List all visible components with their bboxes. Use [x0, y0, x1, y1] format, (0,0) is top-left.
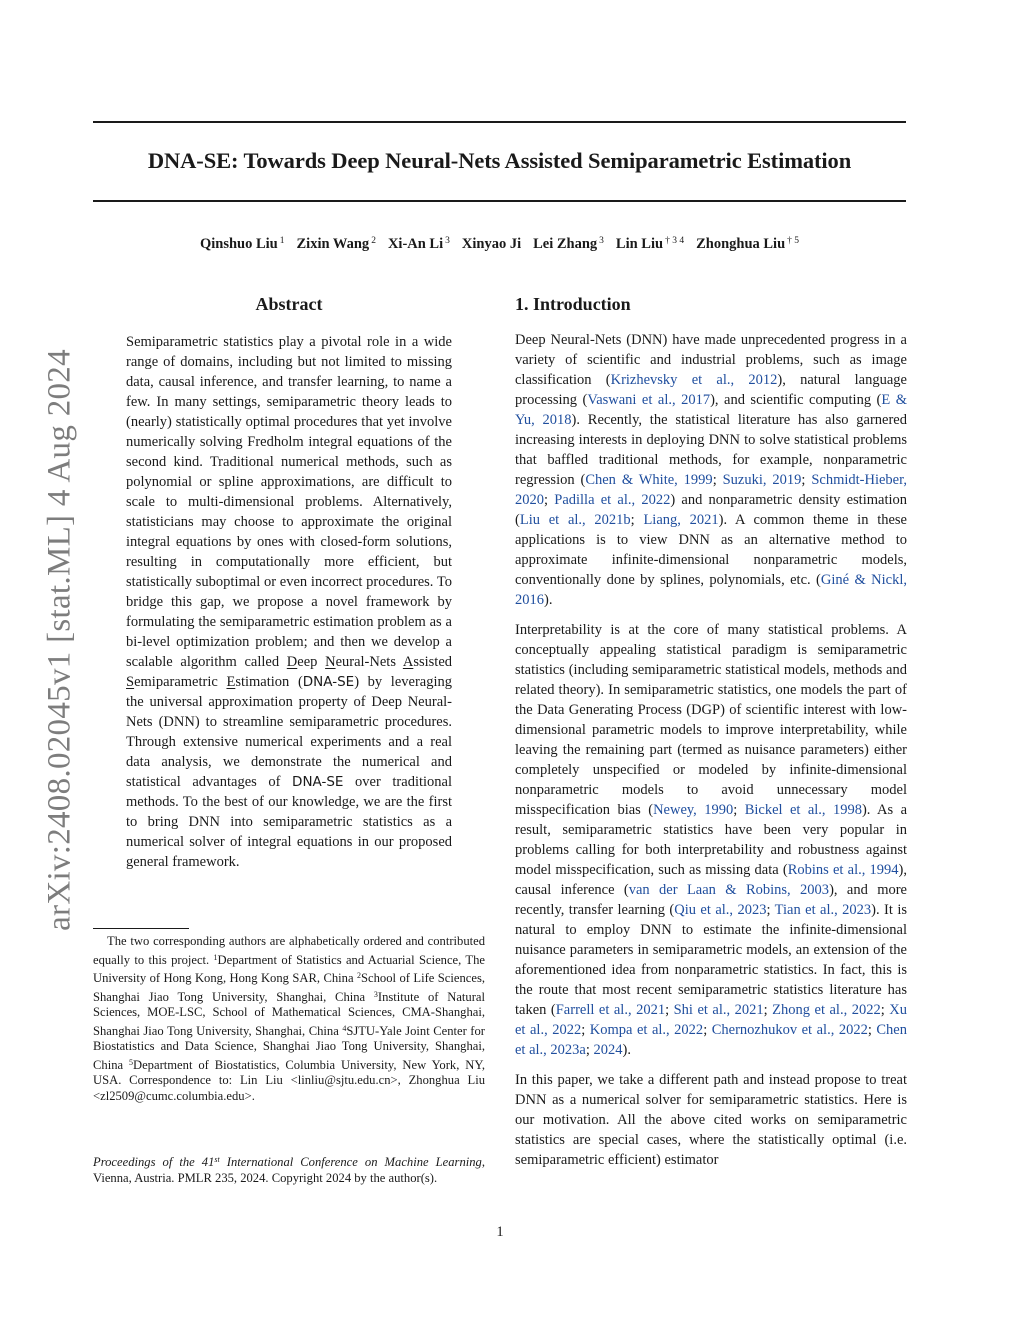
intro-paragraph-1: Deep Neural-Nets (DNN) have made unprecedented progress in a variety of scientific and industrial problems, such as image classification (Krizhevsky et al., 2012), natural language processing (Vaswani et al., 2017), and scientific computing (E & Yu, 2018). Recently, the statistical literature has also garnered increasing interests in deploying DNN to solve statistical problems that baffled traditional methods, for example, nonparametric regression (Chen & White, 1999; Suzuki, 2019; Schmidt-Hieber, 2020; Padilla et al., 2022) and nonparametric density estimation (Liu et al., 2021b; Liang, 2021). A common theme in these applications is to view DNN as an alternative method to approximate infinite-dimensional nonparametric models, conventionally done by splines, polynomials, etc. (Giné & Nickl, 2016).: [515, 332, 908, 608]
footnote: The two corresponding authors are alphabetically ordered and contributed equally to this project. $^1$Department of Statistics and Actuarial Science, The University of Hong Kong, Hong Kong SAR, China $^2$School of Life Sciences, Shanghai Jiao Tong University, Shanghai, China $^3$Institute of Natural Sciences, MOE-LSC, School of Mathematical Sciences, CMA-Shanghai, Shanghai Jiao Tong University, Shanghai, China $^4$SJTU-Yale Joint Center for Biostatistics and Data Science, Shanghai Jiao Tong University, Shanghai, China $^5$Department of Biostatistics, Columbia University, New York, NY, USA. Correspondence to: Lin Liu <linliu@sjtu.edu.cn>, Zhonghua Liu <zl2509@cumc.columbia.edu>.: [93, 934, 485, 1103]
author-name: Lin Liu $^{\dagger 3 4}$: [615, 236, 685, 252]
citation-link[interactable]: Giné & Nickl, 2016: [515, 572, 907, 608]
citation-link[interactable]: van der Laan & Robins, 2003: [628, 882, 830, 898]
author-list: [93, 236, 906, 253]
page-number: 1: [496, 1224, 504, 1240]
left-column: [93, 290, 485, 872]
title-bottom-rule: [93, 200, 906, 202]
method-acronym: DNA-SE: [292, 774, 344, 790]
citation-link[interactable]: Suzuki, 2019: [722, 472, 802, 488]
citation-link[interactable]: Xu et al., 2022: [515, 1002, 907, 1038]
introduction-heading: 1. Introduction: [515, 294, 631, 314]
citation-link[interactable]: Chen & White, 1999: [585, 472, 713, 488]
venue-note: Proceedings of the 41st International Conference on Machine Learning, Vienna, Austria. PMLR 235, 2024. Copyright 2024 by the author(s).: [93, 1155, 485, 1185]
author-name: Xinyao Ji: [461, 236, 522, 252]
citation-link[interactable]: Robins et al., 1994: [787, 862, 899, 878]
citation-link[interactable]: Schmidt-Hieber, 2020: [515, 472, 907, 508]
footnote-rule: [93, 928, 189, 929]
author-name: Xi-An Li $^3$: [387, 236, 450, 252]
method-acronym: DNA-SE: [302, 674, 355, 690]
citation-link[interactable]: Chen et al., 2023a: [515, 1022, 907, 1058]
citation-link[interactable]: Newey, 1990: [653, 802, 734, 818]
citation-link[interactable]: 2024: [593, 1042, 623, 1058]
intro-paragraph-3: In this paper, we take a different path and instead propose to treat DNN as a numerical solver for semiparametric statistics. Here is our motivation. All the above cited works on semiparametric statistics are special cases, where the statistically optimal (i.e. semiparametric efficient) estimator: [515, 1072, 907, 1168]
citation-link[interactable]: Padilla et al., 2022: [554, 492, 671, 508]
citation-link[interactable]: Zhong et al., 2022: [772, 1002, 881, 1018]
citation-link[interactable]: Farrell et al., 2021: [555, 1002, 666, 1018]
abstract-text: Semiparametric statistics play a pivotal role in a wide range of domains, including but not limited to missing data, causal inference, and transfer learning, to name a few. In many settings, semiparametric theory leads to (nearly) statistically optimal procedures that yet involve numerically solving Fredholm integral equations of the second kind. Traditional numerical methods, such as polynomial or spline approximations, are difficult to scale to multi-dimensional problems. Alternatively, statisticians may choose to approximate the original integral equations by ones with closed-form solutions, resulting in computationally more efficient, but statistically suboptimal or even incorrect procedures. To bridge this gap, we propose a novel framework by formulating the semiparametric estimation problem as a bi-level optimization problem; and then we develop a scalable algorithm called Deep Neural-Nets Assisted Semiparametric Estimation (DNA-SE) by leveraging the universal approximation property of Deep Neural-Nets (DNN) to streamline semiparametric procedures. Through extensive numerical experiments and a real data analysis, we demonstrate the numerical and statistical advantages of DNA-SE over traditional methods. To the best of our knowledge, we are the first to bring DNN into semiparametric statistics as a numerical solver of integral equations in our proposed general framework.: [126, 334, 453, 870]
arxiv-stamp: arXiv:2408.02045v1 [stat.ML] 4 Aug 2024: [41, 349, 78, 931]
citation-link[interactable]: E & Yu, 2018: [515, 392, 908, 428]
right-column: [515, 290, 907, 1170]
title-top-rule: [93, 121, 906, 123]
author-name: Qinshuo Liu $^1$: [199, 236, 285, 252]
citation-link[interactable]: Liang, 2021: [643, 512, 719, 528]
citation-link[interactable]: Shi et al., 2021: [673, 1002, 764, 1018]
paper-title: DNA-SE: Towards Deep Neural-Nets Assisted Semiparametric Estimation: [147, 148, 852, 173]
intro-paragraph-2: Interpretability is at the core of many statistical problems. A conceptually appealing statistical paradigm is semiparametric statistics (including semiparametric statistical models, methods and related theory). In semiparametric statistics, one models the part of the Data Generating Process (DGP) of scientific interest with low-dimensional parametric models to improve interpretability, while leaving the remaining part (termed as nuisance parameters) either completely unspecified or modeled by infinite-dimensional nonparametric models to avoid unnecessary model misspecification bias (Newey, 1990; Bickel et al., 1998). As a result, semiparametric statistics have been very popular in problems calling for both interpretability and robustness against model misspecification, such as missing data (Robins et al., 1994), causal inference (van der Laan & Robins, 2003), and more recently, transfer learning (Qiu et al., 2023; Tian et al., 2023). It is natural to employ DNN to estimate the infinite-dimensional nuisance parameters in semiparametric models, an extension of the aforementioned idea from nonparametric statistics. In fact, this is the route that most recent semiparametric statistics literature has taken (Farrell et al., 2021; Shi et al., 2021; Zhong et al., 2022; Xu et al., 2022; Kompa et al., 2022; Chernozhukov et al., 2022; Chen et al., 2023a; 2024).: [515, 622, 908, 1058]
author-name: Zhonghua Liu $^{\dagger 5}$: [696, 236, 800, 252]
citation-link[interactable]: Qiu et al., 2023: [674, 902, 767, 918]
citation-link[interactable]: Tian et al., 2023: [774, 902, 872, 918]
abstract-heading: Abstract: [255, 294, 323, 314]
author-name: Lei Zhang $^3$: [533, 236, 604, 252]
citation-link[interactable]: Vaswani et al., 2017: [587, 392, 711, 408]
citation-link[interactable]: Krizhevsky et al., 2012: [610, 372, 778, 388]
citation-link[interactable]: Kompa et al., 2022: [589, 1022, 704, 1038]
author-name: Zixin Wang $^2$: [296, 236, 376, 252]
citation-link[interactable]: Liu et al., 2021b: [519, 512, 631, 528]
citation-link[interactable]: Bickel et al., 1998: [744, 802, 862, 818]
citation-link[interactable]: Chernozhukov et al., 2022: [711, 1022, 868, 1038]
